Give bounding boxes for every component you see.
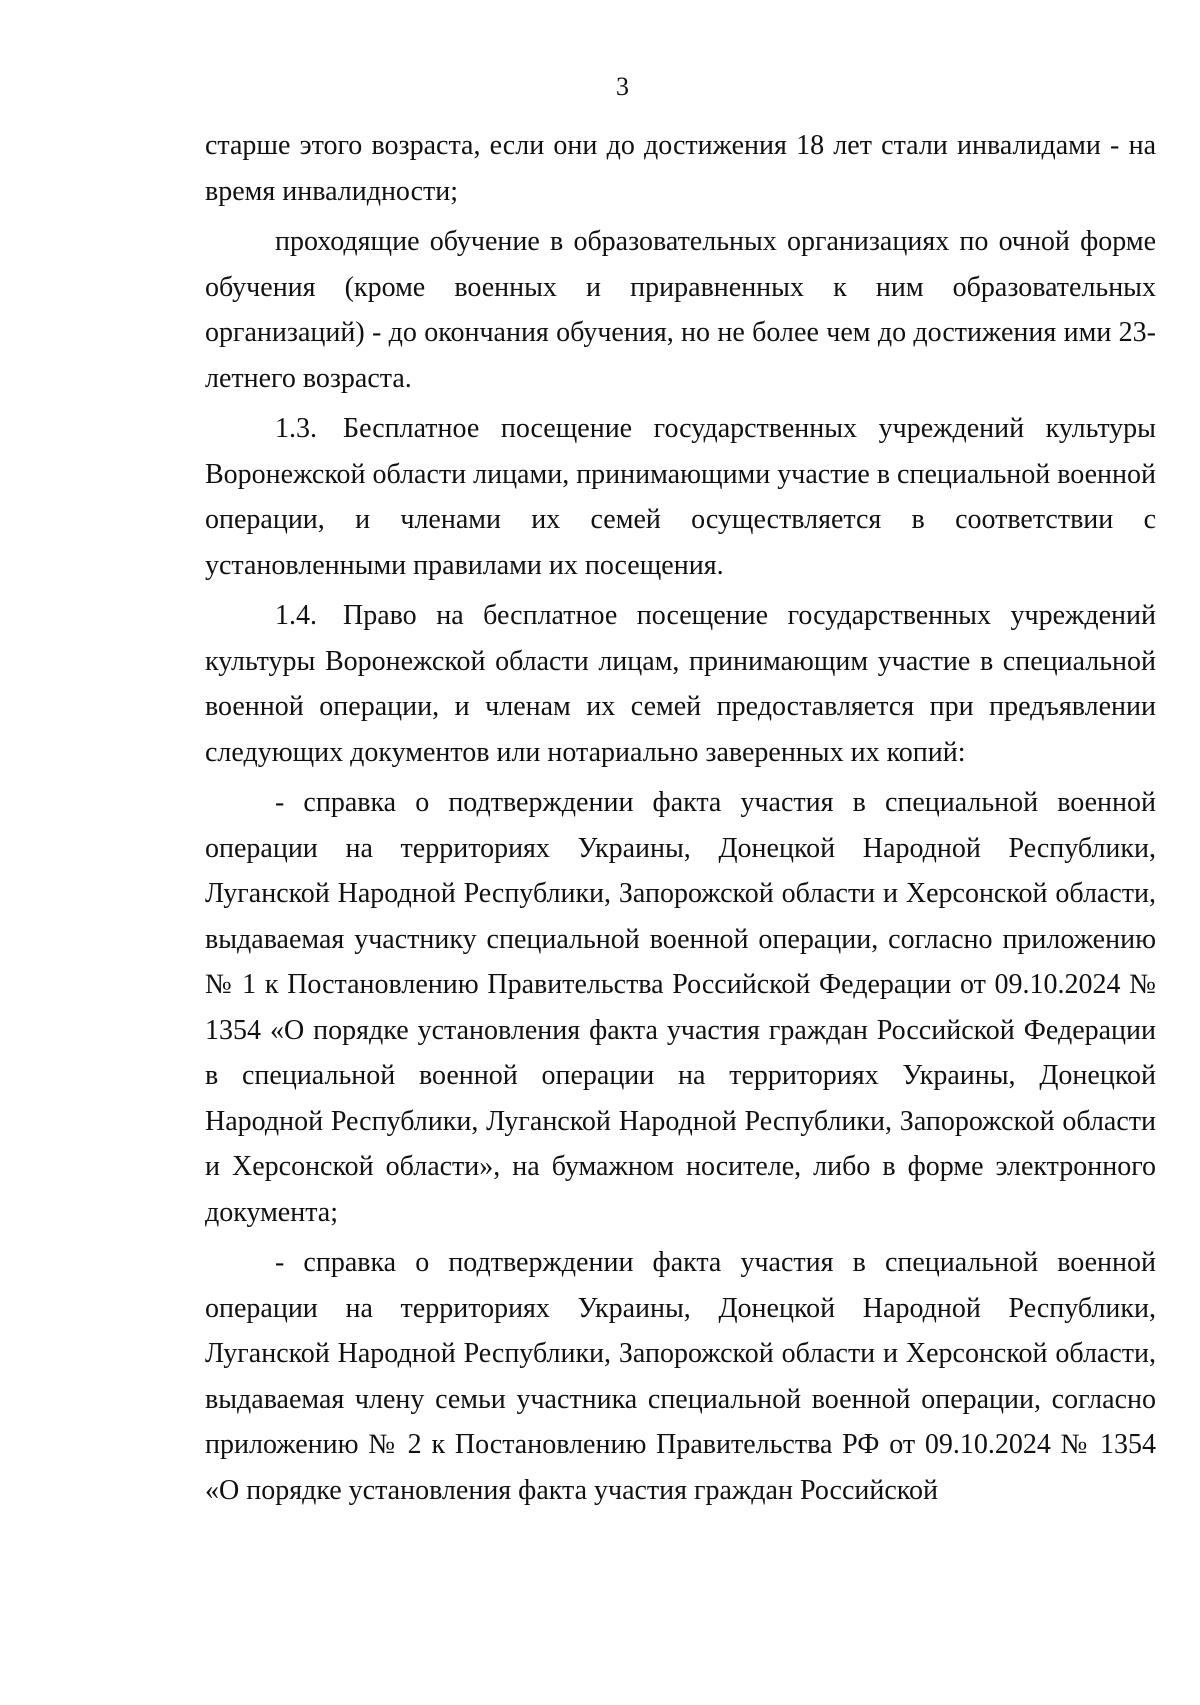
paragraph-text: Бесплатное посещение государственных учреждений культуры Воронежской области лицами, принимающими участие в специальной военной операции, и членами их семей осуществляется в соответствии с установленными правилами их посещения.: [205, 413, 1157, 581]
clause-number: 1.3.: [275, 413, 317, 444]
page-number: 3: [616, 72, 629, 101]
paragraph-text: - справка о подтверждении факта участия в специальной военной операции на территориях Украины, Донецкой Народной Республики, Луганской Народной Республики, Запорожской области и Херсонской области, выдаваемая участнику специальной военной операции, согласно приложению № 1 к Постановлению Правительства Российской Федерации от 09.10.2024 № 1354 «О порядке установления факта участия граждан Российской Федерации в специальной военной операции на территориях Украины, Донецкой Народной Республики, Луганской Народной Республики, Запорожской области и Херсонской области», на бумажном носителе, либо в форме электронного документа;: [205, 787, 1156, 1228]
paragraph-text: старше этого возраста, если они до достижения 18 лет стали инвалидами - на время инвалидности;: [205, 130, 1156, 207]
clause-number: 1.4.: [275, 600, 317, 631]
paragraph-1-4: [205, 593, 1156, 775]
paragraph-age-disability: [205, 123, 1156, 214]
document-body: [205, 123, 1156, 1518]
paragraph-text: - справка о подтверждении факта участия в специальной военной операции на территориях Украины, Донецкой Народной Республики, Луганской Народной Республики, Запорожской области и Херсонской области, выдаваемая члену семьи участника специальной военной операции, согласно приложению № 2 к Постановлению Правительства РФ от 09.10.2024 № 1354 «О порядке установления факта участия граждан Российской: [205, 1247, 1156, 1506]
paragraph-text: проходящие обучение в образовательных организациях по очной форме обучения (кроме военных и приравненных к ним образовательных организаций) - до окончания обучения, но не более чем до достижения ими 23-летнего возраста.: [205, 226, 1156, 394]
list-item-family-certificate: [205, 1240, 1156, 1513]
paragraph-students: [205, 219, 1156, 401]
paragraph-text: Право на бесплатное посещение государственных учреждений культуры Воронежской области лицам, принимающим участие в специальной военной операции, и членам их семей предоставляется при предъявлении следующих документов или нотариально заверенных их копий:: [205, 600, 1156, 768]
list-item-participant-certificate: [205, 780, 1156, 1235]
paragraph-1-3: [205, 406, 1156, 588]
